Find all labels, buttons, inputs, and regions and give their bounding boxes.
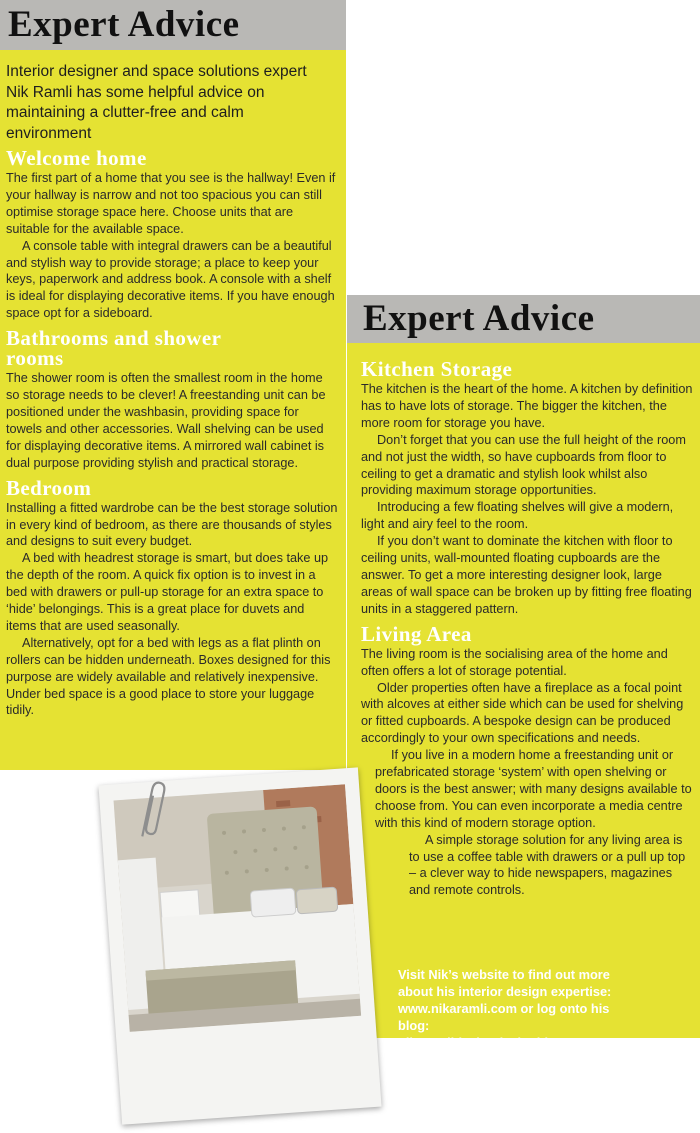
right-header-title: Expert Advice [347, 295, 700, 343]
section-title: Bedroom [6, 475, 92, 500]
section-title: Welcome home [6, 146, 147, 170]
paragraph: Alternatively, opt for a bed with legs as a flat plinth on rollers can be hidden underneath. Boxes designed for this purpose are widely available and relatively inexpensive. Under bed space is a good place to store your luggage tidily. [6, 635, 331, 718]
section-kitchen-storage [361, 359, 694, 618]
paragraph: The first part of a home that you see is the hallway! Even if your hallway is narrow and not too spacious you can still optimise storage space here. Choose units that are suitable for the available space. [6, 171, 336, 236]
right-advice-panel [347, 295, 700, 1038]
paragraph: The shower room is often the smallest room in the home so storage needs to be clever! A freestanding unit can be positioned under the washbasin, providing space for towels and other accessories. Wall shelving can be used for displaying decorative items. A mirrored wall cabinet is dual purpose providing stylish and practical storage. [6, 371, 326, 470]
left-sections [6, 148, 338, 725]
paragraph: If you live in a modern home a freestanding unit or prefabricated storage ‘system’ with open shelving or doors is the best answer; with many designs available to choose from. You can even incorporate a media centre with this kind of modern storage option. [375, 748, 692, 830]
paragraph: A simple storage solution for any living area is to use a coffee table with drawers or a pull up top – a clever way to hide newspapers, magazines and remote controls. [409, 832, 686, 898]
section-living-area [361, 621, 694, 900]
paragraph: The kitchen is the heart of the home. A kitchen by definition has to have lots of storage. The bigger the kitchen, the more room for storage you have. [361, 382, 693, 430]
section-title: Living Area [361, 621, 472, 646]
section-title: Bathrooms and shower rooms [6, 326, 221, 371]
paragraph: A bed with headrest storage is smart, but does take up the depth of the room. A quick fix option is to invest in a bed with drawers or pull-up storage for an extra space to ‘hide’ belongings. This is a great place for duvets and items that are used seasonally. [6, 551, 329, 633]
paragraph: If you don’t want to dominate the kitchen with floor to ceiling units, wall-mounted floating cupboards are the answer. To get a more interesting designer look, large areas of wall space can be broken up by fitting free floating units in a staggered pattern. [361, 534, 692, 616]
right-sections [361, 359, 694, 905]
section-title: Kitchen Storage [361, 357, 513, 381]
paragraph: The living room is the socialising area of the home and often offers a lot of storage potential. [361, 646, 668, 678]
website-call-to-action: Visit Nik’s website to find out more about his interior design expertise: www.nikaramli.com or log onto his blog: nikaramlidesigndesire.blogspot.com. [398, 967, 625, 1050]
paragraph: A console table with integral drawers can be a beautiful and stylish way to provide storage; a place to keep your keys, paperwork and address book. A console with a shelf is ideal for displaying decorative items. If you have enough space opt for a sideboard. [6, 238, 335, 321]
section-bathrooms [6, 328, 338, 471]
paragraph: Introducing a few floating shelves will give a modern, light and airy feel to the room. [361, 500, 674, 532]
paragraph: Installing a fitted wardrobe can be the best storage solution in every kind of bedroom, as there are thousands of styles and designs to suit every budget. [6, 500, 338, 549]
paragraph: Older properties often have a fireplace as a focal point with alcoves at either side which can be used for shelving or fitted cupboards. A bespoke design can be produced accordingly to your own specifications and needs. [361, 680, 684, 746]
intro-text: Interior designer and space solutions expert Nik Ramli has some helpful advice on maintaining a clutter-free and calm environment [6, 63, 307, 142]
paragraph: Don’t forget that you can use the full height of the room and not just the width, so have cupboards from floor to ceiling to get a dramatic and stylish look whilst also providing maximum storage opportunities. [361, 432, 686, 498]
section-bedroom [6, 475, 338, 720]
section-welcome-home [6, 148, 338, 322]
left-header-title: Expert Advice [0, 0, 346, 50]
